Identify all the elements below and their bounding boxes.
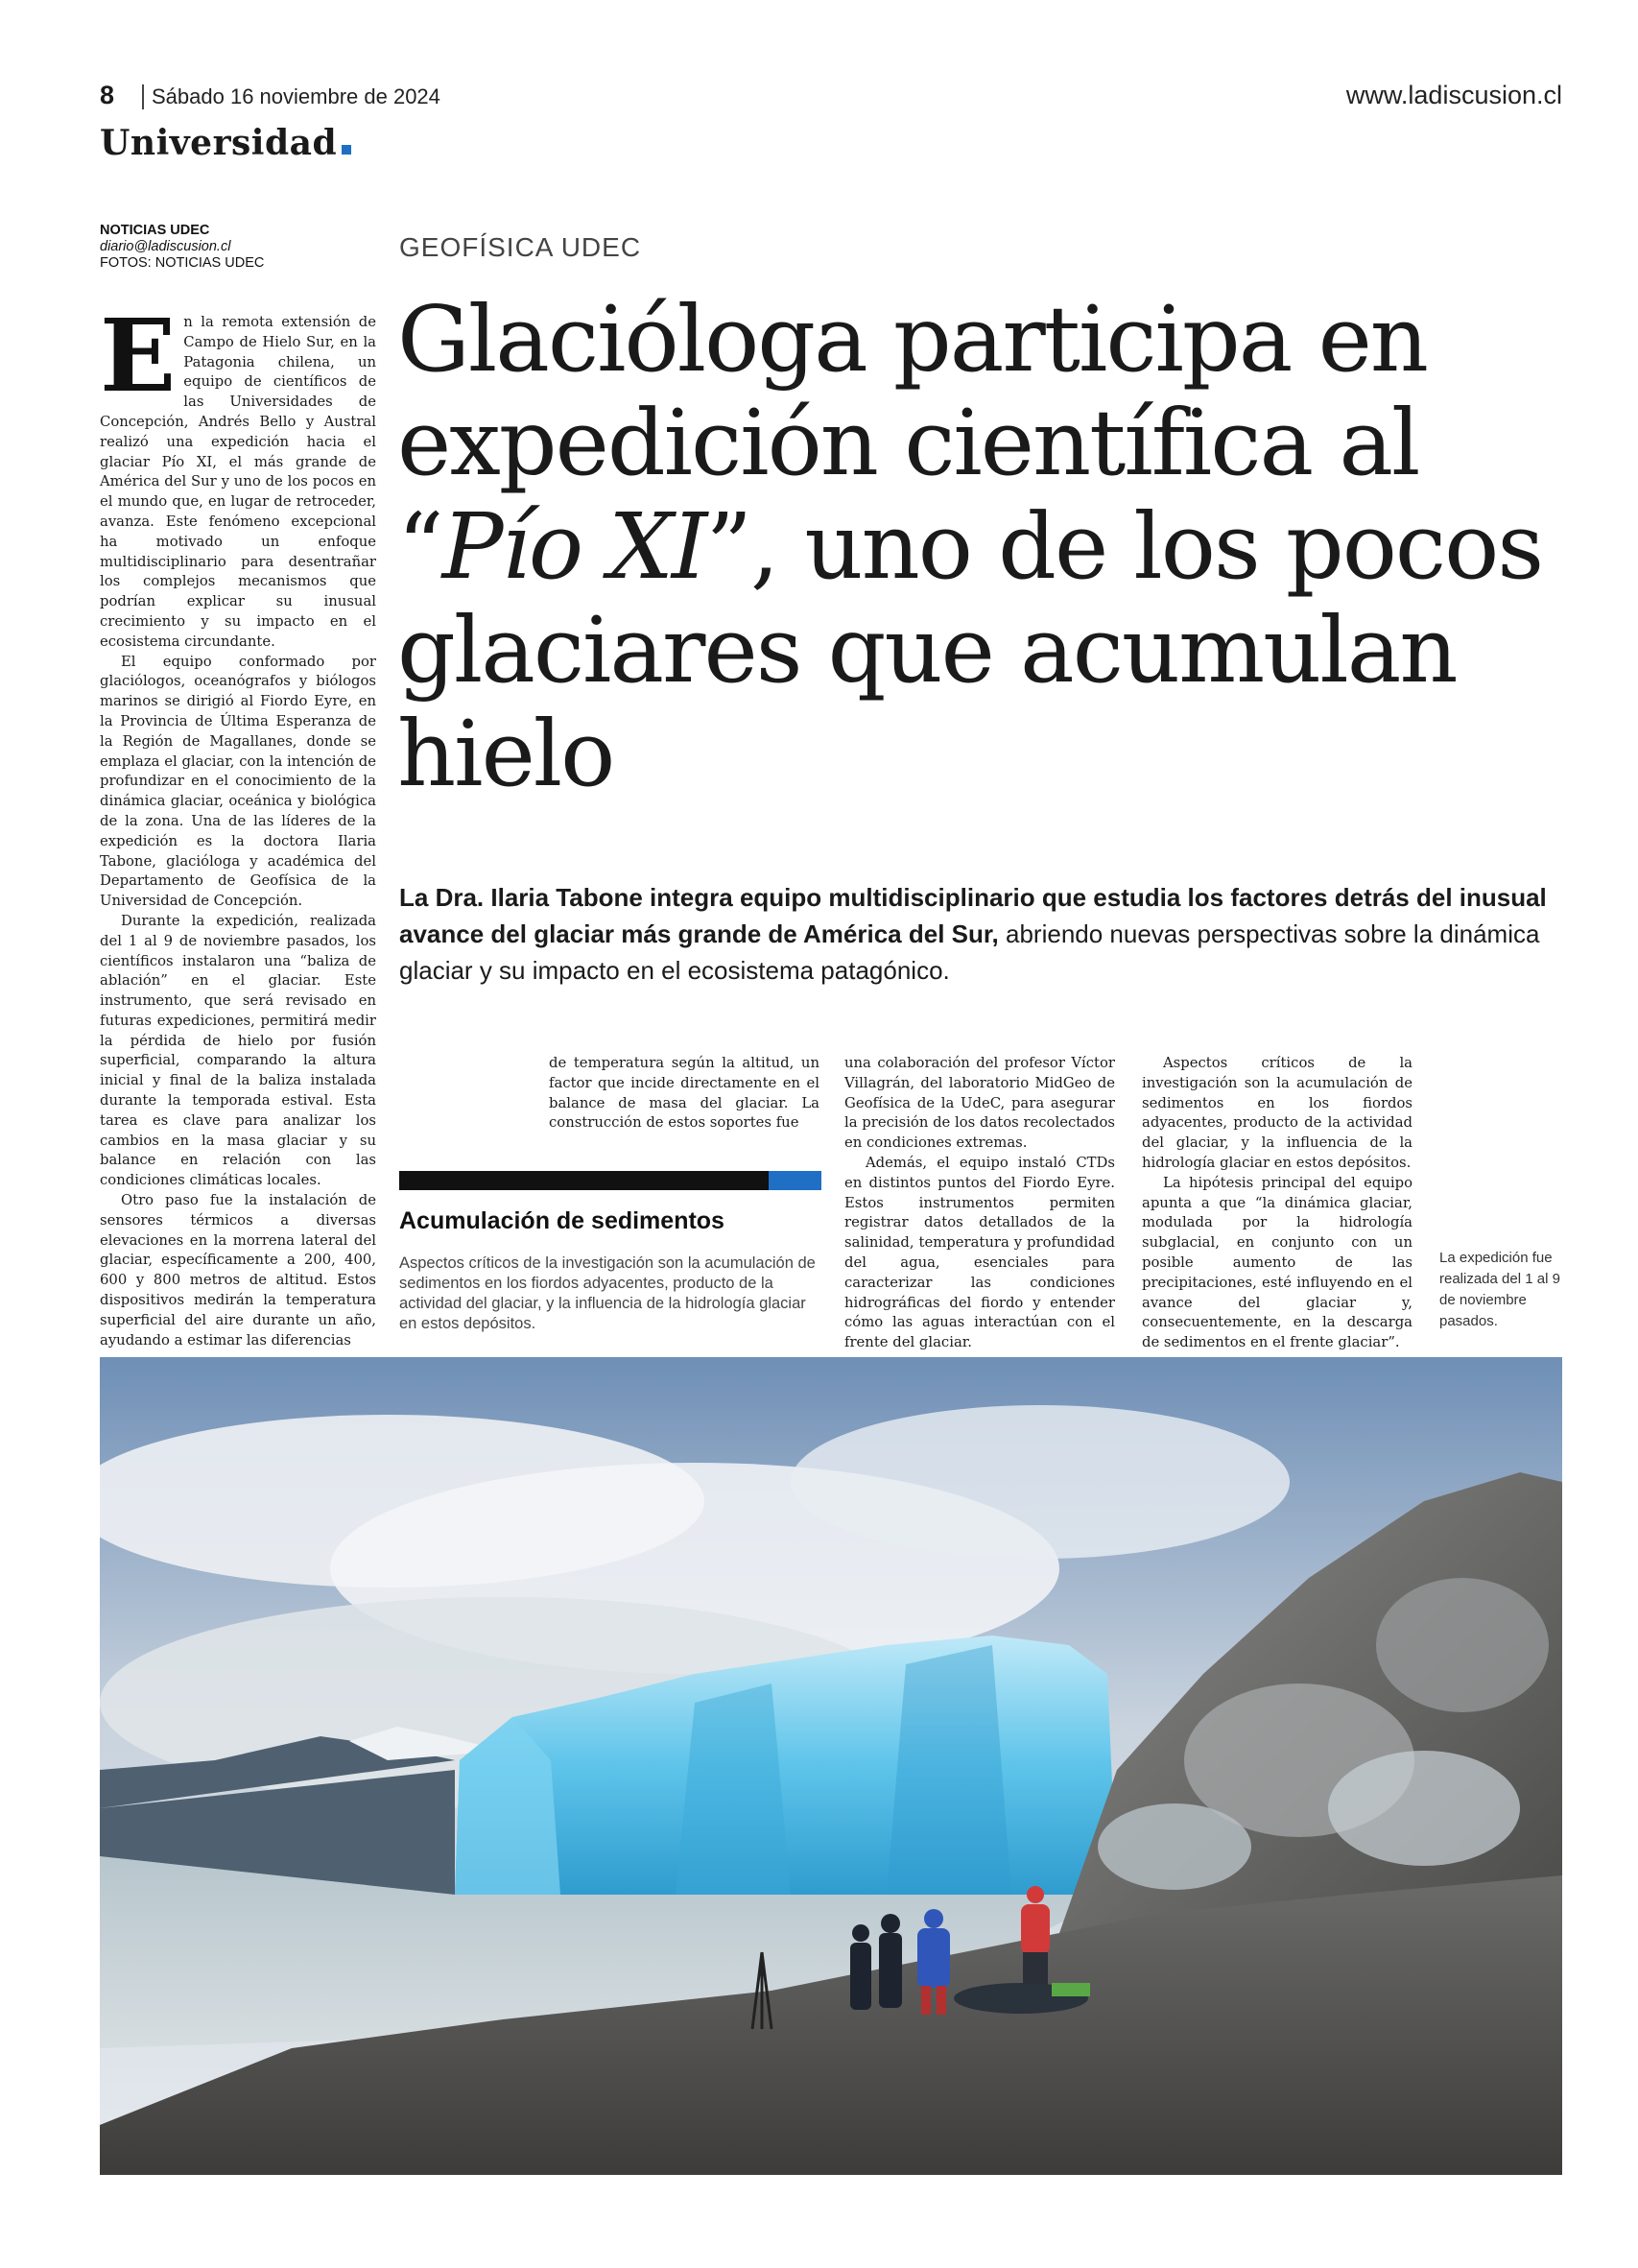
headline-part-2: ”, uno de los pocos glaciares que acumulan hielo xyxy=(397,494,1543,807)
website-link[interactable]: www.ladiscusion.cl xyxy=(1345,81,1562,109)
lede-rest: abriendo nuevas perspectivas sobre la dinámica glaciar y su impacto en el ecosistema patagónico. xyxy=(399,919,1540,985)
byline-email[interactable]: diario@ladiscusion.cl xyxy=(100,239,231,254)
publication-date: Sábado 16 noviembre de 2024 xyxy=(152,84,440,108)
paragraph: de temperatura según la altitud, un factor que incide directamente en el balance de masa del glaciar. La construcción de estos soportes fue xyxy=(549,1055,819,1132)
article-kicker: GEOFÍSICA UDEC xyxy=(399,232,642,262)
sidebar-rule xyxy=(399,1171,769,1190)
sidebar-text: Aspectos críticos de la investigación son la acumulación de sedimentos en los fiordos adyacentes, producto de la actividad del glaciar, y la influencia de la hidrología glaciar en estos depósitos. xyxy=(399,1254,816,1332)
paragraph: Aspectos críticos de la investigación son la acumulación de sedimentos en los fiordos adyacentes, producto de la actividad del glaciar, y la influencia de la hidrología glaciar en estos depósitos. xyxy=(1142,1055,1412,1171)
sidebar-accent xyxy=(769,1171,821,1190)
article-column-2 xyxy=(549,1054,819,1134)
photo-caption: La expedición fue realizada del 1 al 9 de noviembre pasados. xyxy=(1439,1250,1560,1329)
article-column-4 xyxy=(1142,1054,1412,1353)
byline xyxy=(100,223,264,272)
lede-bold: La Dra. Ilaria Tabone integra equipo multidisciplinario que estudia los factores detrás del inusual avance del glaciar más grande de América del Sur, xyxy=(399,883,1547,948)
paragraph: una colaboración del profesor Víctor Villagrán, del laboratorio MidGeo de Geofísica de la UdeC, para asegurar la precisión de los datos recolectados en condiciones extremas. xyxy=(844,1055,1115,1152)
paragraph: La hipótesis principal del equipo apunta a que “la dinámica glaciar, modulada por la hidrología subglacial, en conjunto con un posible aumento de las precipitaciones, esté influyendo en el avance del glaciar y, consecuentemente, en la descarga de sedimentos en el frente glaciar”. xyxy=(1142,1174,1412,1351)
page-number: 8 xyxy=(100,81,115,109)
paragraph: Durante la expedición, realizada del 1 al 9 de noviembre pasados, los científicos instalaron una “baliza de ablación” en el glaciar. Este instrumento, que será revisado en futuras expediciones, permitirá medir la pérdida de hielo por fusión superficial, comparando la altura inicial y final de la baliza instalada durante la temporada estival. Esta tarea es clave para analizar los cambios en la masa glaciar y su balance en relación con las condiciones climáticas locales. xyxy=(100,912,376,1189)
article-column-1 xyxy=(100,297,376,1350)
sidebar-title: Acumulación de sedimentos xyxy=(399,1207,724,1234)
paragraph: Además, el equipo instaló CTDs en distintos puntos del Fiordo Eyre. Estos instrumentos permiten registrar datos detallados de la salinidad, temperatura y profundidad del agua, esenciales para caracterizar las condiciones hidrográficas del fiordo y entender cómo las aguas interactúan con el frente del glaciar. xyxy=(844,1154,1115,1351)
section-title-text: Universidad xyxy=(100,123,338,163)
article-headline xyxy=(397,288,1578,806)
paragraph: El equipo conformado por glaciólogos, oceanógrafos y biólogos marinos se dirigió al Fiordo Eyre, en la Provincia de Última Esperanza de la Región de Magallanes, donde se emplaza el glaciar, con la intención de profundizar en el conocimiento de la dinámica glaciar, oceánica y biológica de la zona. Una de las líderes de la expedición es la doctora Ilaria Tabone, glacióloga y académica del Departamento de Geofísica de la Universidad de Concepción. xyxy=(100,653,376,910)
header-divider xyxy=(142,84,144,109)
paragraph xyxy=(100,297,376,653)
glacier-photo xyxy=(100,1357,1562,2175)
drop-cap: E xyxy=(100,297,177,415)
glacier-illustration xyxy=(100,1357,1562,2175)
article-lede xyxy=(399,879,1570,989)
headline-italic: Pío XI xyxy=(441,494,706,600)
paragraph-text: n la remota extensión de Campo de Hielo Sur, en la Patagonia chilena, un equipo de científicos de las Universidades de Concepción, Andrés Bello y Austral realizó una expedición hacia el glaciar Pío XI, el más grande de América del Sur y uno de los pocos en el mundo que, en lugar de retroceder, avanza. Este fenómeno excepcional ha motivado un enfoque multidisciplinario para desentrañar los complejos mecanismos que podrían explicar su inusual crecimiento y su impacto en el ecosistema circundante. xyxy=(100,314,376,650)
section-dot-icon xyxy=(342,145,351,155)
byline-source: NOTICIAS UDEC xyxy=(100,223,210,238)
paragraph: Otro paso fue la instalación de sensores térmicos a diversas elevaciones en la morrena lateral del glaciar, específicamente a 200, 400, 600 y 800 metros de altitud. Estos dispositivos medirán la temperatura superficial del aire durante un año, ayudando a estimar las diferencias xyxy=(100,1192,376,1349)
article-column-3 xyxy=(844,1054,1115,1353)
headline-part-1: Glacióloga participa en expedición científica al “ xyxy=(397,287,1427,600)
section-title xyxy=(100,123,351,163)
byline-photos: FOTOS: NOTICIAS UDEC xyxy=(100,255,265,271)
